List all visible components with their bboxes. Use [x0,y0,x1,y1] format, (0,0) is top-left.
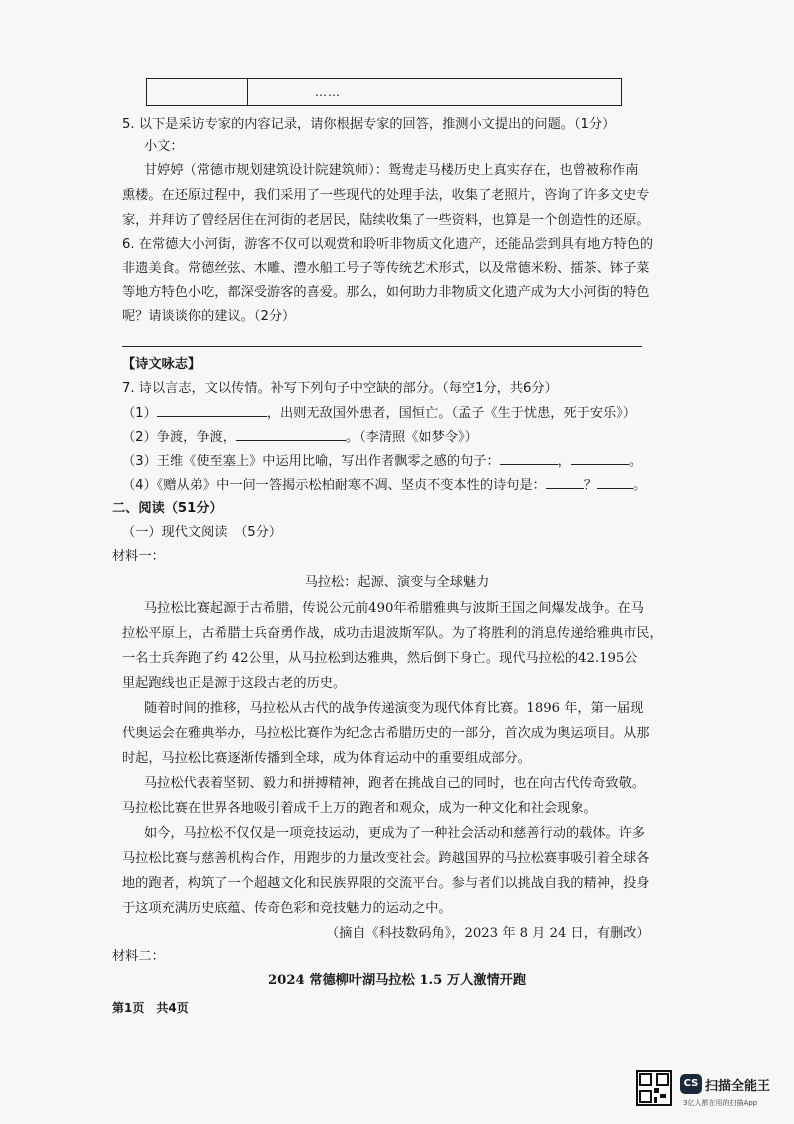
qr-dot [660,1094,666,1098]
qr-corner [639,1073,652,1086]
camscanner-logo-icon: CS [680,1074,702,1094]
q6-line2: 非遗美食。常德丝弦、木雕、澧水船工号子等传统艺术形式，以及常德米粉、擂茶、钵子菜 [122,261,650,276]
q5-answer-line3: 家，并拜访了曾经居住在河街的老居民，陆续收集了一些资料，也算是一个创造性的还原。 [122,213,650,228]
q7-blank-4a[interactable] [546,476,584,489]
p1-line4: 里起跑线也正是源于这段古老的历史。 [122,676,347,691]
answer-table-fragment [146,78,622,106]
table-divider [247,79,248,105]
article-title: 马拉松：起源、演变与全球魅力 [304,575,490,590]
p3-line1: 马拉松代表着坚韧、毅力和拼搏精神，跑者在挑战自己的同时，也在向古代传奇致敬。 [144,776,646,791]
table-ellipsis: …… [315,85,341,99]
q7-item3-sep: ， [557,454,571,469]
scanner-app-tagline: 3亿人都在用的扫描App [683,1099,758,1107]
q5-answer-line2: 熏楼。在还原过程中，我们采用了一些现代的处理手法，收集了老照片，咨询了许多文史专 [122,188,650,203]
q7-item2-text: （2）争渡，争渡， [122,430,236,445]
q7-item4 [122,476,646,495]
q7-blank-1[interactable] [157,404,267,417]
q5-answer-line1: 甘婷婷（常德市规划建筑设计院建筑师）：鸳鸯走马楼历史上真实存在，也曾被称作南 [144,163,639,178]
q7-item2-source: 。（李清照《如梦令》） [345,430,478,445]
p3-line2: 马拉松比赛在世界各地吸引着成千上万的跑者和观众，成为一种文化和社会现象。 [122,801,597,816]
p4-line1: 如今，马拉松不仅仅是一项竞技运动，更成为了一种社会活动和慈善行动的载体。许多 [144,826,646,841]
p1-line3: 一名士兵奔跑了约 42公里，从马拉松到达雅典，然后倒下身亡。现代马拉松的42.195公 [122,651,638,666]
q7-item3-text: （3）王维《使至塞上》中运用比喻，写出作者飘零之感的句子： [122,454,500,469]
q5-label: 小文： [144,139,184,154]
q6-line1: 6. 在常德大小河街，游客不仅可以观赏和聆听非物质文化遗产，还能品尝到具有地方特色的 [122,237,654,252]
scanner-app-name: 扫描全能王 [705,1079,771,1094]
qr-corner [639,1090,652,1103]
q7-item4-sep: ？ [583,478,597,493]
q7-blank-3a[interactable] [500,452,558,465]
page-footer: 第1页 共4页 [112,1001,189,1015]
material2-label: 材料二： [112,949,165,964]
q7-blank-4b[interactable] [597,476,633,489]
poetry-header: 【诗文咏志】 [122,357,202,372]
qr-corner [656,1073,669,1086]
q7-item1-text: ，出则无敌国外患者，国恒亡。（孟子《生于忧患，死于安乐》） [266,406,637,421]
q7-item3-end: 。 [628,454,643,469]
material2-title: 2024 常德柳叶湖马拉松 1.5 万人激情开跑 [267,973,527,988]
q5-question: 5. 以下是采访专家的内容记录，请你根据专家的回答，推测小文提出的问题。（1分） [122,117,616,132]
p4-line3: 地的跑者，构筑了一个超越文化和民族界限的交流平台。参与者们以挑战自我的精神，投身 [122,876,650,891]
q7-blank-3b[interactable] [571,452,629,465]
q7-item4-end: 。 [632,478,647,493]
p1-line2: 拉松平原上，古希腊士兵奋勇作战，成功击退波斯军队。为了将胜利的消息传递给雅典市民， [122,626,663,641]
q7-blank-2[interactable] [236,428,346,441]
reading-section-title: 二、阅读（51分） [112,501,223,516]
material1-label: 材料一： [112,549,165,564]
article-citation: （摘自《科技数码角》，2023 年 8 月 24 日，有删改） [326,926,650,941]
q7-item2 [122,428,478,447]
p1-line1: 马拉松比赛起源于古希腊，传说公元前490年希腊雅典与波斯王国之间爆发战争。在马 [144,601,644,616]
p2-line2: 代奥运会在雅典举办，马拉松比赛作为纪念古希腊历史的一部分，首次成为奥运项目。从那 [122,726,650,741]
q7-item3 [122,452,642,471]
q7-item1-num: （1） [122,406,157,421]
p2-line1: 随着时间的推移，马拉松从古代的战争传递演变为现代体育比赛。1896 年，第一届现 [144,701,644,716]
qr-dot [654,1097,657,1103]
p4-line4: 于这项充满历史底蕴、传奇色彩和竞技魅力的运动之中。 [122,901,452,916]
q7-item1 [122,404,636,423]
q7-question: 7. 诗以言志，文以传情。补写下列句子中空缺的部分。（每空1分，共6分） [122,381,558,396]
qr-code-icon [636,1070,672,1106]
p2-line3: 时起，马拉松比赛逐渐传播到全球，成为体育运动中的重要组成部分。 [122,751,531,766]
answer-rule [122,346,642,347]
q6-line3: 等地方特色小吃，都深受游客的喜爱。那么，如何助力非物质文化遗产成为大小河街的特色 [122,285,650,300]
qr-dot [654,1088,659,1093]
q6-line4: 呢？请谈谈你的建议。（2分） [122,309,296,324]
reading-subsection: （一）现代文阅读 （5分） [122,525,283,540]
p4-line2: 马拉松比赛与慈善机构合作，用跑步的力量改变社会。跨越国界的马拉松赛事吸引着全球各 [122,851,650,866]
q7-item4-text: （4）《赠从弟》中一问一答揭示松柏耐寒不凋、坚贞不变本性的诗句是： [122,478,546,493]
